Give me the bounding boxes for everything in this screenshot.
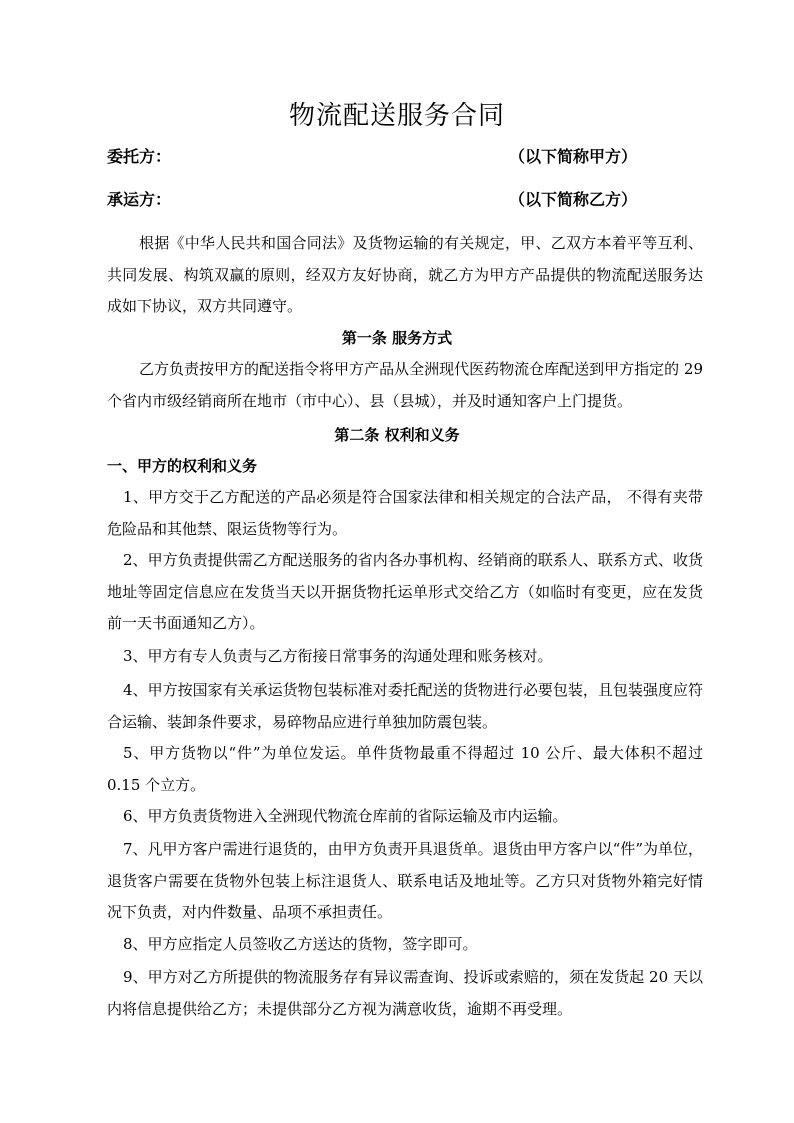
party-b-line [107,185,707,215]
article-1-heading: 第一条 服务方式 [341,329,453,347]
clause-6: 6、甲方负责货物进入全洲现代物流仓库前的省际运输及市内运输。 [123,807,568,825]
party-b-label: 承运方： [107,190,172,209]
party-b-note: （以下简称乙方） [509,190,638,209]
clause-1: 1、甲方交于乙方配送的产品必须是符合国家法律和相关规定的合法产品， 不得有夹带危险品和其他禁、限运货物等行为。 [107,488,703,538]
document-title: 物流配送服务合同 [288,101,505,131]
party-a-note: （以下简称甲方） [509,147,638,166]
clause-7: 7、凡甲方客户需进行退货的，由甲方负责开具退货单。退货由甲方客户以“件”为单位，退货客户需要在货物外包装上标注退货人、联系电话及地址等。乙方只对货物外箱完好情况下负责，对内件数量、品项不承担责任。 [107,840,703,921]
preamble-paragraph: 根据《中华人民共和国合同法》及货物运输的有关规定，甲、乙双方本着平等互利、共同发展、构筑双赢的原则，经双方友好协商，就乙方为甲方产品提供的物流配送服务达成如下协议，双方共同遵守。 [107,234,703,315]
section-a-heading: 一、甲方的权利和义务 [107,457,258,475]
party-a-label: 委托方： [107,147,172,166]
clause-3: 3、甲方有专人负责与乙方衔接日常事务的沟通处理和账务核对。 [123,647,553,665]
clause-8: 8、甲方应指定人员签收乙方送达的货物，签字即可。 [123,935,478,953]
clause-4: 4、甲方按国家有关承运货物包装标准对委托配送的货物进行必要包装，且包装强度应符合运输、装卸条件要求，易碎物品应进行单独加防震包装。 [107,681,703,731]
party-a-line [107,142,707,172]
clause-5: 5、甲方货物以“件”为单位发运。单件货物最重不得超过 10 公斤、最大体积不超过 0.15 个立方。 [107,744,703,794]
article-2-heading: 第二条 权利和义务 [334,426,460,444]
article-1-text: 乙方负责按甲方的配送指令将甲方产品从全洲现代医药物流仓库配送到甲方指定的 29 个省内市级经销商所在地市（市中心）、县（县城），并及时通知客户上门提货。 [107,360,703,410]
clause-9: 9、甲方对乙方所提供的物流服务存有异议需查询、投诉或索赔的，须在发货起 20 天以内将信息提供给乙方；未提供部分乙方视为满意收货，逾期不再受理。 [107,968,703,1018]
clause-2: 2、甲方负责提供需乙方配送服务的省内各办事机构、经销商的联系人、联系方式、收货地址等固定信息应在发货当天以开据货物托运单形式交给乙方（如临时有变更，应在发货前一天书面通知乙方）。 [107,551,703,632]
